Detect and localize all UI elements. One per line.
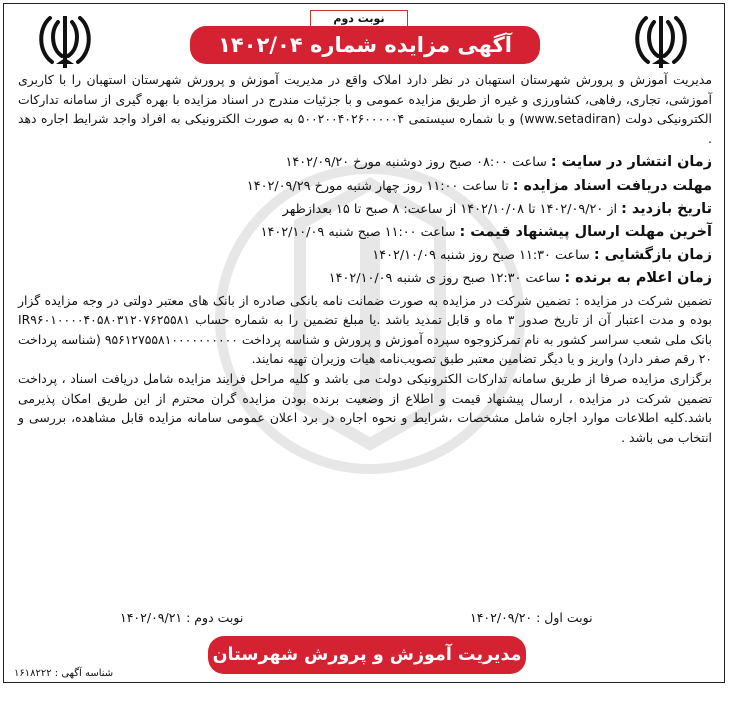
second-round-date: نوبت دوم : ۱۴۰۲/۰۹/۲۱ [120,610,244,625]
schedule-value: ساعت ۰۸:۰۰ صبح روز دوشنبه مورخ ۱۴۰۲/۰۹/۲۰ [285,155,547,171]
schedule-value: تا ساعت ۱۱:۰۰ روز چهار شنبه مورخ ۱۴۰۲/۰۹/۲۹ [246,178,509,194]
schedule-value: از ۱۴۰۲/۰۹/۲۰ تا ۱۴۰۲/۱۰/۰۸ از ساعت: ۸ صبح تا ۱۵ بعدازظهر [282,201,618,217]
conduct-paragraph: برگزاری مزایده صرفا از طریق سامانه تدارکات الکترونیکی دولت می باشد و کلیه مراحل فرایند مزایده شامل دریافت اسناد ، پرداخت تضمین شرکت در مزایده ، ارسال پیشنهاد قیمت و اطلاع از وضعیت برنده بودن مزایده گران محترم از این طریق امکان پذیرمی باشد.کلیه اطلاعات موارد اجاره شامل مشخصات ،شرایط و نحوه اجاره در برد اعلان عمومی سامانه مزایده قابل مشاهده، بررسی و انتخاب می باشد . [18,370,712,445]
ad-id: شناسه آگهی : ۱۶۱۸۲۲۲ [14,668,114,679]
schedule-value: ساعت ۱۲:۳۰ صبح روز ی شنبه ۱۴۰۲/۱۰/۰۹ [328,271,561,287]
round-tag: نوبت دوم [310,10,408,27]
first-round-date: نوبت اول : ۱۴۰۲/۰۹/۲۰ [470,610,593,625]
schedule-row-visit [18,198,712,221]
announcement-body [18,70,712,447]
guarantee-paragraph: تضمین شرکت در مزایده : تضمین شرکت در مزایده به صورت ضمانت نامه بانکی صادره از بانک های معتبر دولتی در وجه مزایده گزار بوده و مدت اعتبار آن از تاریخ صدور ۳ ماه و قابل تمدید باشد .یا مبلغ تضمین را به شماره حساب IR۹۶۰۱۰۰۰۰۴۰۵۸۰۳۱۲۰۷۶۲۵۵۸۱ بانک ملی شعب سراسر کشور به نام تمرکزوجوه سپرده آموزش و پرورش و شناسه پرداخت ۹۵۶۱۲۷۵۵۸۱۰۰۰۰۰۰۰۰۰۰ (شناسه پرداخت ۲۰ رقم صفر دارد) واریز و یا دیگر تضامین معتبر طبق تصویب‌نامه هیات وزیران تهیه نمایند. [18,292,712,367]
schedule-label: زمان اعلام به برنده : [564,270,712,287]
schedule-label: آخرین مهلت ارسال پیشنهاد قیمت : [459,223,712,240]
organization-banner: مدیریت آموزش و پرورش شهرستان استهبان [208,636,526,674]
schedule-value: ساعت ۱۱:۳۰ صبح روز شنبه ۱۴۰۲/۱۰/۰۹ [372,248,590,264]
schedule-label: زمان بازگشایی : [593,247,712,264]
schedule-value: ساعت ۱۱:۰۰ صبح شنبه ۱۴۰۲/۱۰/۰۹ [260,224,456,240]
schedule-row-opening [18,244,712,267]
auction-title-banner: آگهی مزایده شماره ۱۴۰۲/۰۴ [190,26,540,64]
intro-paragraph: مدیریت آموزش و پرورش شهرستان استهبان در نظر دارد املاک واقع در مدیریت آموزش و پرورش شهرستان استهبان را با کاربری آموزشی، تجاری، رفاهی، کشاورزی و غیره از طریق مزایده عمومی و با جزئیات مندرج در اسناد مزایده با بهره گیری از سامانه تدارکات الکترونیکی دولت (www.setadiran) و با شماره سیستمی ۵۰۰۲۰۰۴۰۲۶۰۰۰۰۰۴ به صورت الکترونیکی به افراد واجد شرایط اجاره دهد . [18,72,712,146]
title-header [190,10,540,66]
announcement-sheet [3,3,725,703]
schedule-row-winner [18,267,712,290]
schedule-list [18,151,712,290]
iran-emblem-icon [628,12,694,72]
schedule-row-bid-deadline [18,221,712,244]
schedule-row-publish [18,151,712,174]
iran-emblem-icon [32,12,98,72]
schedule-label: تاریخ بازدید : [621,200,712,217]
schedule-row-documents [18,175,712,198]
schedule-label: زمان انتشار در سایت : [550,154,712,171]
schedule-label: مهلت دریافت اسناد مزایده : [512,177,712,194]
